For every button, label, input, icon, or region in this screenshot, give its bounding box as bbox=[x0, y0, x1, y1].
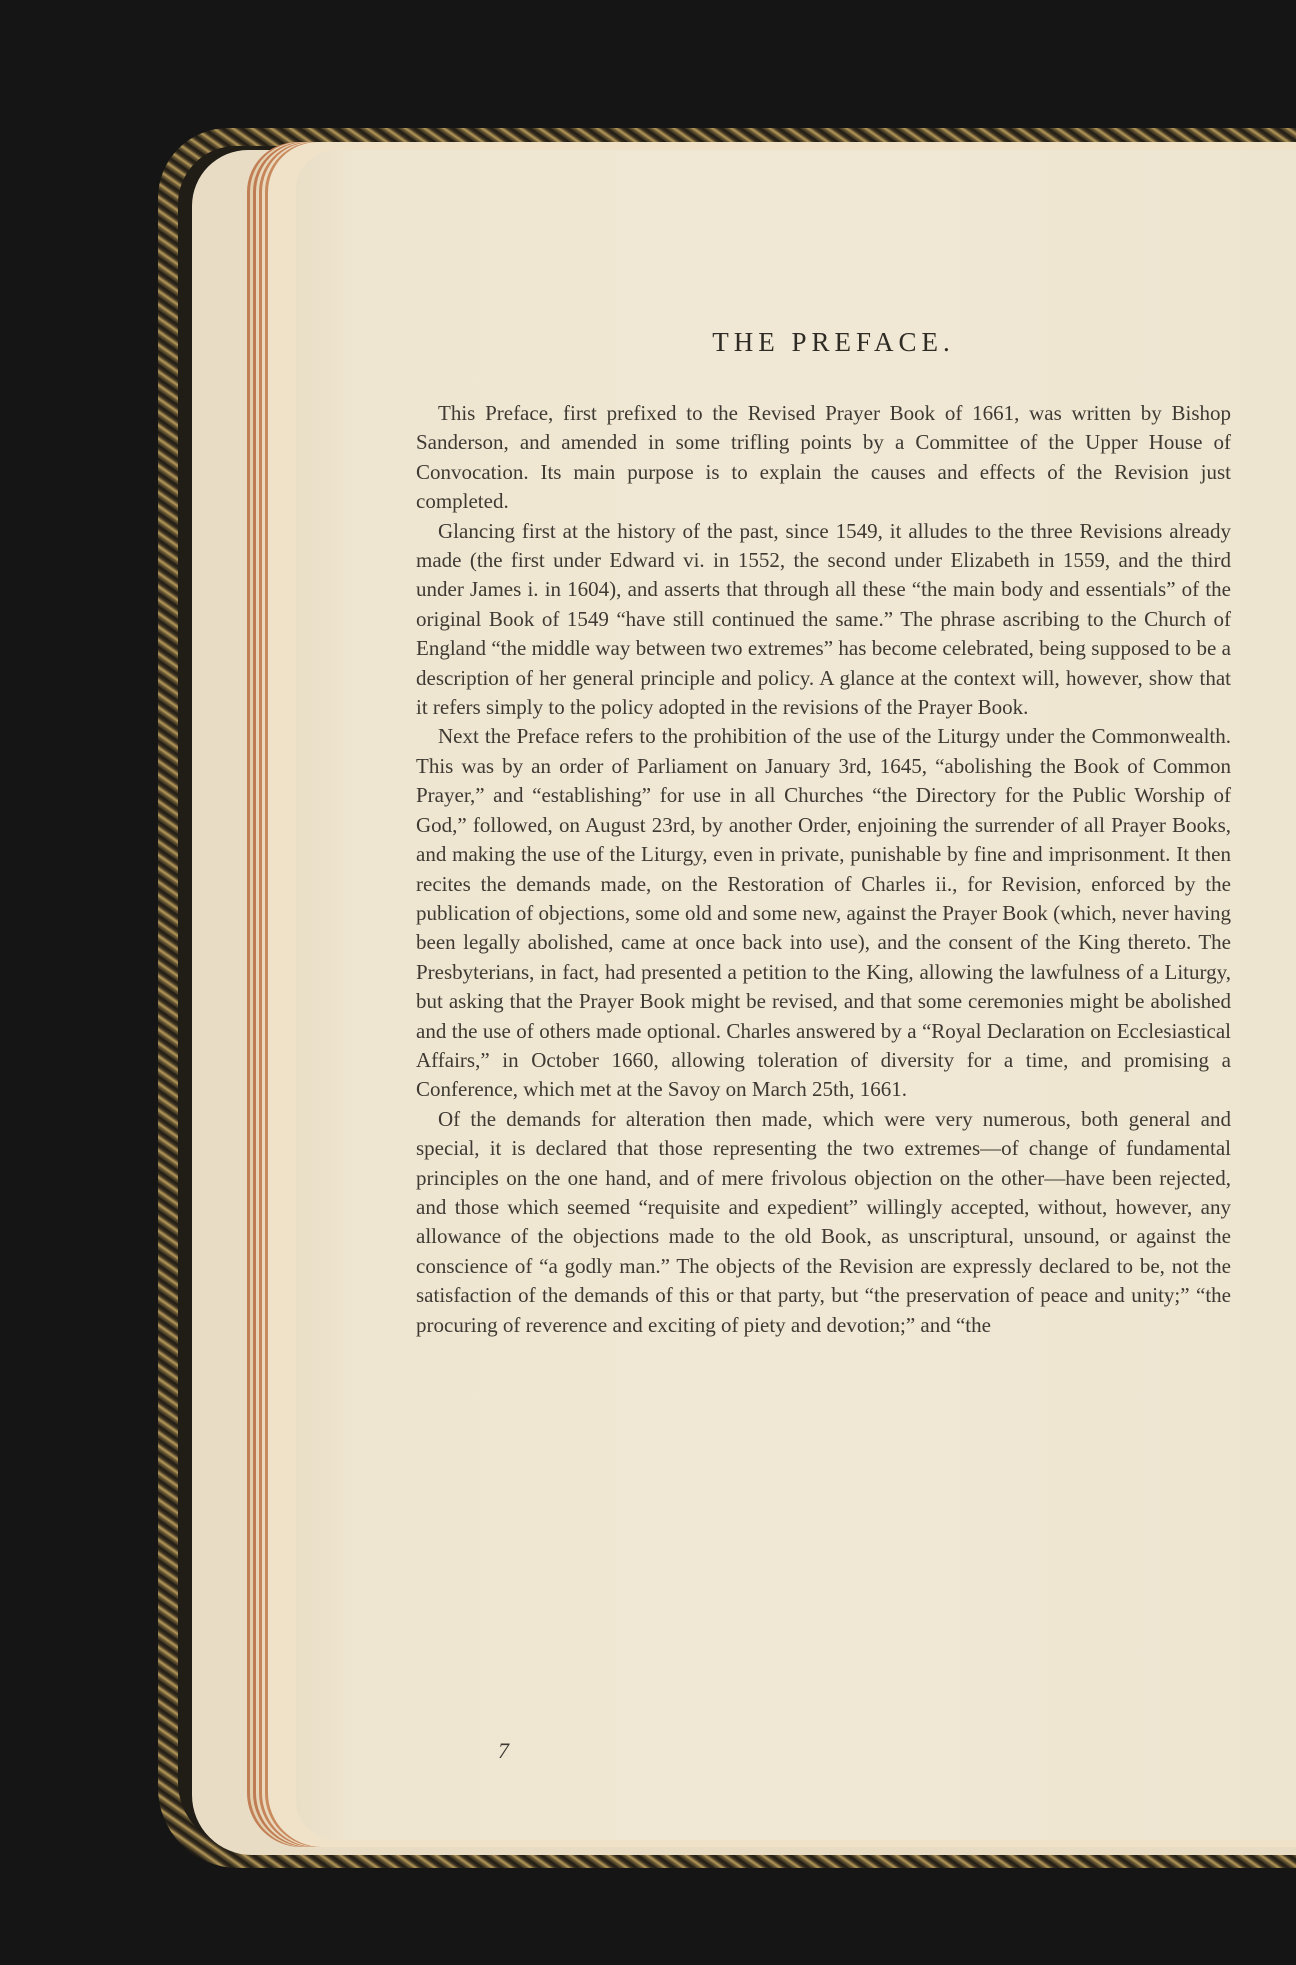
paragraph-3: Next the Preface refers to the prohibition of the use of the Liturgy under the Commonwealth. This was by an order of Parliament on January 3rd, 1645, “abolishing the Book of Common Prayer,” and “establishing” for use in all Churches “the Directory for the Public Worship of God,” followed, on August 23rd, by another Order, enjoining the surrender of all Prayer Books, and making the use of the Liturgy, even in private, punishable by fine and imprisonment. It then recites the demands made, on the Restoration of Charles ii., for Revision, enforced by the publication of objections, some old and some new, against the Prayer Book (which, never having been legally abolished, came at once back into use), and the consent of the King thereto. The Presbyterians, in fact, had presented a petition to the King, allowing the lawfulness of a Liturgy, but asking that the Prayer Book might be revised, and that some ceremonies might be abolished and the use of others made optional. Charles answered by a “Royal Declaration on Ecclesiastical Affairs,” in October 1660, allowing toleration of diversity for a time, and promising a Conference, which met at the Savoy on March 25th, 1661. bbox=[416, 724, 1231, 1102]
paragraph-4: Of the demands for alteration then made, which were very numerous, both general and special, it is declared that those representing the two extremes—of change of fundamental principles on the one hand, and of mere frivolous objection on the other—have been rejected, and those which seemed “requisite and expedient” willingly accepted, without, however, any allowance of the objections made to the old Book, as unscriptural, unsound, or against the conscience of “a godly man.” The objects of the Revision are expressly declared to be, not the satisfaction of the demands of this or that party, but “the preservation of peace and unity;” “the procuring of reverence and exciting of piety and devotion;” and “the bbox=[416, 1106, 1231, 1337]
page-title: THE PREFACE. bbox=[712, 327, 955, 357]
paragraph-2: Glancing first at the history of the past, since 1549, it alludes to the three Revisions already made (the first under Edward vi. in 1552, the second under Elizabeth in 1559, and the third under James i. in 1604), and asserts that through all these “the main body and essentials” of the original Book of 1549 “have still continued the same.” The phrase ascribing to the Church of England “the middle way between two extremes” has become celebrated, being supposed to be a description of her general principle and policy. A glance at the context will, however, show that it refers simply to the policy adopted in the revisions of the Prayer Book. bbox=[416, 518, 1231, 720]
page-text bbox=[416, 327, 1231, 1340]
page-number: 7 bbox=[498, 1738, 509, 1763]
paragraph-1: This Preface, first prefixed to the Revised Prayer Book of 1661, was written by Bishop Sanderson, and amended in some trifling points by a Committee of the Upper House of Convocation. Its main purpose is to explain the causes and effects of the Revision just completed. bbox=[416, 401, 1231, 514]
